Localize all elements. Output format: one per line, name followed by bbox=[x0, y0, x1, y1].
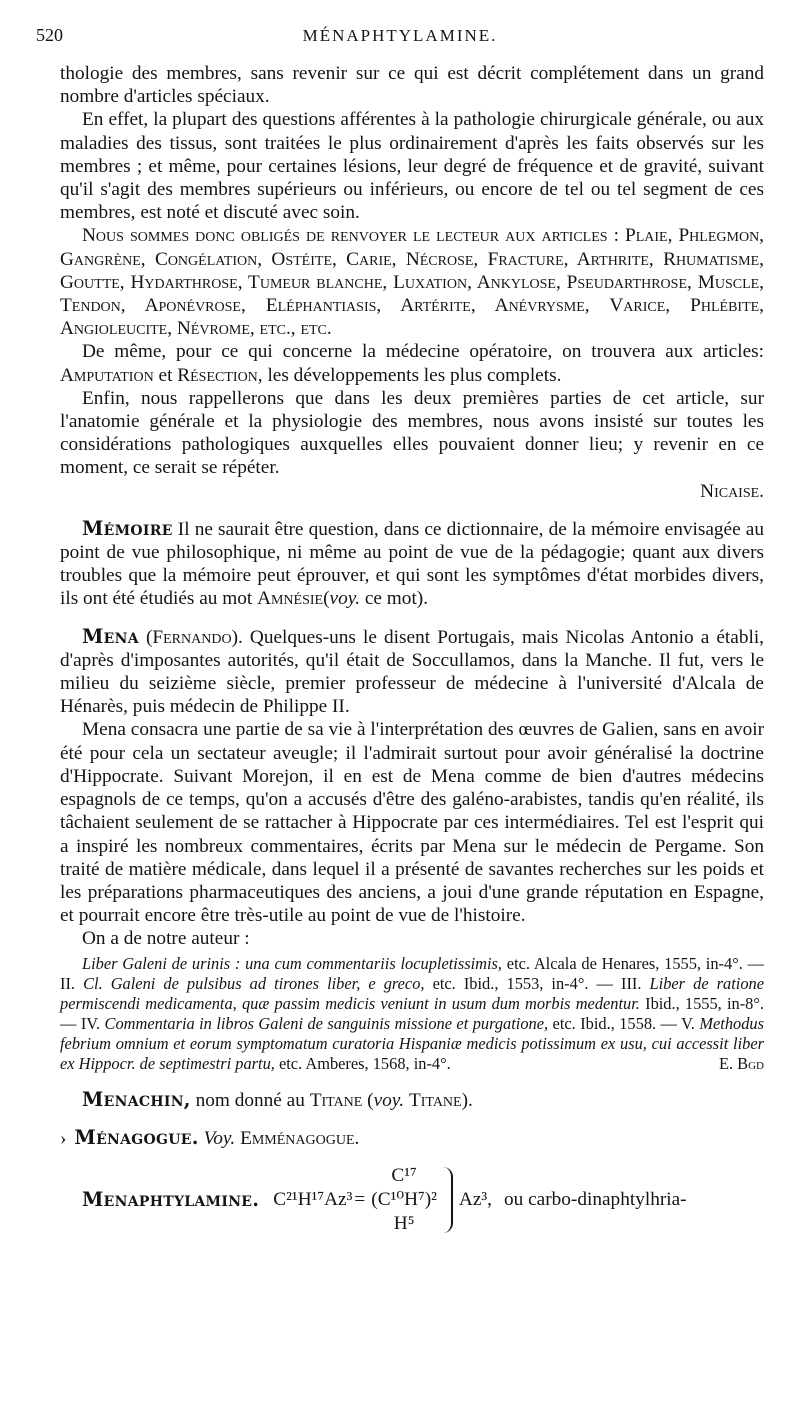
author-signature-bgd: E. Bgd bbox=[718, 1053, 764, 1073]
bib-details: etc. Alcala de Henares, 1555, in-4°. — II. bbox=[60, 953, 764, 993]
bib-details: etc. Ibid., 1558. — V. bbox=[548, 1013, 700, 1033]
surgery-text-a: De même, pour ce qui concerne la médecine opératoire, on trouvera aux articles: bbox=[82, 341, 764, 363]
bib-title: Commentaria in libros Galeni de sanguinis missione et purgatione, bbox=[104, 1013, 549, 1033]
formula-bottom: H⁵ bbox=[393, 1212, 415, 1234]
formula-trailing-text: ou carbo-dinaphtylhria- bbox=[504, 1189, 687, 1211]
brace-icon bbox=[443, 1167, 453, 1233]
paragraph-crossrefs bbox=[60, 224, 764, 340]
page-number: 520 bbox=[36, 25, 63, 45]
paragraph-continuation: thologie des membres, sans revenir sur ce qui est décrit complétement dans un grand nombre d'articles spéciaux. bbox=[60, 63, 764, 108]
paragraph-surgery bbox=[60, 340, 764, 386]
entry-mena bbox=[60, 625, 764, 719]
paragraph-conclusion: Enfin, nous rappellerons que dans les deux premières parties de cet article, sur l'anatomie générale et la physiologie des membres, nous avons insisté sur toutes les considérations pathologiques auxquelles elles pouvaient donner lieu; y revenir en ce moment, ce serait se répéter. bbox=[60, 387, 764, 479]
memoire-text-b: ce mot). bbox=[360, 588, 429, 610]
entry-head-menaphtylamine: Menaphtylamine. bbox=[82, 1188, 260, 1212]
ref-titane: Titane bbox=[309, 1089, 363, 1111]
ref-amnesie: Amnésie bbox=[257, 588, 324, 610]
bib-title: Liber de ratione permiscendi medicamenta, quæ passim medicis veniunt in usum dum morbis medentur. bbox=[60, 973, 765, 1013]
bib-title: Cl. Galeni de pulsibus ad tirones liber, e greco, bbox=[83, 973, 425, 993]
formula-lhs: C²¹H¹⁷Az³ bbox=[273, 1189, 353, 1211]
entry-head-mena: Mena bbox=[82, 624, 139, 648]
entry-menaphtylamine bbox=[60, 1164, 764, 1236]
bib-title: Liber Galeni de urinis : una cum commentariis locupletissimis, bbox=[82, 953, 503, 973]
voy-menagogue: Voy. bbox=[203, 1127, 236, 1149]
entry-head-menagogue: Ménagogue. bbox=[74, 1125, 199, 1149]
mena-paragraph-3: On a de notre auteur : bbox=[82, 928, 250, 950]
surgery-text-et: et bbox=[153, 364, 178, 386]
running-title: MÉNAPHTYLAMINE. bbox=[302, 26, 498, 45]
memoire-text-a: Il ne saurait être question, dans ce dictionnaire, de la mémoire envisagée au point de vue philosophique, ni même au point de vue de la pédagogie; quant aux divers troubles que la mémoire peut éprouver, et qui sont les symptômes d'état morbides divers, ils ont été étudiés au mot bbox=[60, 518, 764, 610]
margin-marker: › bbox=[60, 1127, 67, 1149]
voy-memoire: voy. bbox=[329, 588, 361, 610]
entry-head-menachin: Menachin, bbox=[82, 1087, 191, 1111]
formula-middle: (C¹⁰H⁷)² bbox=[371, 1188, 437, 1210]
bib-title: Methodus febrium omnium et eorum symptomatum curatoria Hispaniæ medicis potissimum ex usu, cui accessit liber ex Hippocr. de septimestri partu, bbox=[60, 1013, 764, 1073]
bib-details: etc. Amberes, 1568, in-4°. bbox=[274, 1053, 451, 1073]
formula-equals: = bbox=[354, 1189, 366, 1211]
voy-menachin: voy. bbox=[373, 1089, 405, 1111]
ref-amputation: Amputation bbox=[60, 364, 154, 386]
entry-menagogue bbox=[60, 1126, 764, 1150]
mena-given-name: (Fernando). bbox=[145, 626, 243, 648]
formula-stack bbox=[371, 1164, 437, 1236]
entry-head-memoire: Mémoire bbox=[82, 516, 173, 540]
entry-menachin: Menachin, nom donné au Titane (voy. Titane). bbox=[82, 1087, 473, 1111]
bib-details: etc. Ibid., 1553, in-4°. — III. bbox=[424, 973, 650, 993]
surgery-text-b: , les développements les plus complets. bbox=[257, 364, 562, 386]
bib-details: Ibid., 1555, in-8°. — IV. bbox=[60, 993, 765, 1033]
mena-paragraph-1: Quelques-uns le disent Portugais, mais Nicolas Antonio a établi, d'après d'imposantes autorités, qu'il était de Soccullamos, dans la Manche. Il fut, vers le milieu du seizième siècle, premier professeur de médecine à l'université d'Alcala de Hénarès, puis médecin de Philippe II. bbox=[60, 626, 765, 718]
author-signature-nicaise: Nicaise. bbox=[700, 480, 764, 502]
formula-rhs: Az³, bbox=[458, 1189, 493, 1211]
bibliography bbox=[60, 954, 764, 1074]
entry-memoire: Mémoire Il ne saurait être question, dans ce dictionnaire, de la mémoire envisagée au point de vue philosophique, ni même au point de vue de la pédagogie; quant aux divers troubles que la mémoire peut éprouver, et qui sont les symptômes d'état morbides divers, ils ont été étudiés au mot Amnésie(voy. ce mot). bbox=[60, 516, 764, 610]
paragraph-pathology: En effet, la plupart des questions afférentes à la pathologie chirurgicale générale, ou aux maladies des tissus, sont traitées le plus ordinairement d'après les faits observés sur les membres ; et même, pour certaines lésions, leur degré de fréquence et de gravité, suivant qu'il s'agit des membres supérieurs ou inférieurs, ou encore de tel ou tel segment de ces membres, est noté et discuté avec soin. bbox=[60, 109, 764, 224]
ref-resection: Résection bbox=[177, 364, 258, 386]
crossref-list: Nous sommes donc obligés de renvoyer le lecteur aux articles : Plaie, Phlegmon, Gangrène, Congélation, Ostéite, Carie, Nécrose, Fracture, Arthrite, Rhumatisme, Goutte, Hydarthrose, Tumeur blanche, Luxation, Ankylose, Pseudarthrose, Muscle, Tendon, Aponévrose, Eléphantiasis, Artérite, Anévrysme, Varice, Phlébite, Angioleucite, Névrome, etc., etc. bbox=[60, 225, 764, 340]
ref-emmenagogue: Emménagogue. bbox=[240, 1127, 360, 1149]
menachin-text: nom donné au bbox=[190, 1089, 310, 1111]
ref-titane-2: Titane bbox=[408, 1089, 462, 1111]
mena-paragraph-2: Mena consacra une partie de sa vie à l'interprétation des œuvres de Galien, sans en avoir été pour cela un sectateur aveugle; il l'admirait surtout pour avoir généralisé la doctrine d'Hippocrate. Suivant Morejon, il en est de Mena comme de bien d'autres médecins espagnols de ce temps, qu'on a accusés d'être des galéno-arabistes, tandis qu'en réalité, ils tâchaient seulement de se rattacher à Hippocrate par ces intermédiaires. Tel est l'esprit qui a inspiré les nombreux commentaires, écrits par Mena sur le médecin de Pergame. Son traité de matière médicale, dans lequel il a présenté de savantes recherches sur les poids et les préparations pharmaceutiques des anciens, a joui d'une grande réputation en Espagne, et pourrait encore être très-utile au point de vue de l'histoire. bbox=[60, 719, 764, 927]
formula-top: C¹⁷ bbox=[391, 1164, 417, 1186]
running-head bbox=[36, 24, 764, 62]
